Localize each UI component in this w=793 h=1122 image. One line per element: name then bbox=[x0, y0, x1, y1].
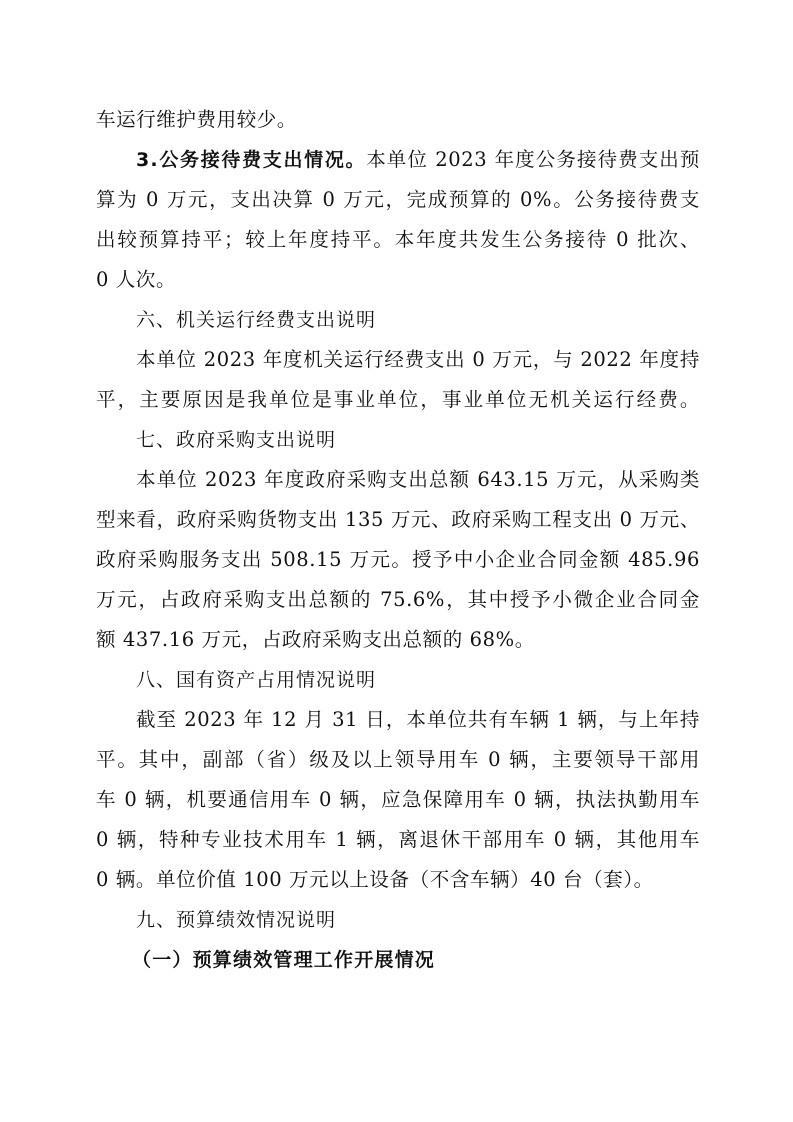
paragraph-line: 政府采购服务支出 508.15 万元。授予中小企业合同金额 485.96 bbox=[96, 548, 700, 571]
section-heading: 八、国有资产占用情况说明 bbox=[136, 669, 377, 691]
paragraph-line: 0 辆，特种专业技术用车 1 辆，离退休干部用车 0 辆，其他用车 bbox=[96, 828, 700, 851]
paragraph-line: 额 437.16 万元，占政府采购支出总额的 68%。 bbox=[96, 628, 535, 651]
paragraph-line: 0 人次。 bbox=[96, 268, 177, 291]
paragraph-line: 型来看，政府采购货物支出 135 万元、政府采购工程支出 0 万元、 bbox=[96, 508, 700, 531]
paragraph-line: 车运行维护费用较少。 bbox=[96, 108, 298, 131]
paragraph-line: 0 辆。单位价值 100 万元以上设备（不含车辆）40 台（套）。 bbox=[96, 868, 654, 891]
paragraph-line: 本单位 2023 年度政府采购支出总额 643.15 万元，从采购类 bbox=[136, 468, 700, 491]
paragraph-line: 算为 0 万元，支出决算 0 万元，完成预算的 0%。公务接待费支 bbox=[96, 188, 700, 211]
paragraph-line: 本单位 2023 年度机关运行经费支出 0 万元，与 2022 年度持 bbox=[136, 348, 700, 371]
paragraph-line: 万元，占政府采购支出总额的 75.6%，其中授予小微企业合同金 bbox=[96, 588, 700, 611]
section-heading: 七、政府采购支出说明 bbox=[136, 429, 337, 451]
paragraph-line: 出较预算持平；较上年度持平。本年度共发生公务接待 0 批次、 bbox=[96, 228, 700, 251]
paragraph-line bbox=[136, 140, 700, 180]
section-heading: 九、预算绩效情况说明 bbox=[136, 909, 337, 931]
paragraph-line: 平。其中，副部（省）级及以上领导用车 0 辆，主要领导干部用 bbox=[96, 748, 700, 771]
paragraph-line: 平，主要原因是我单位是事业单位，事业单位无机关运行经费。 bbox=[96, 388, 700, 411]
paragraph-text: 本单位 2023 年度公务接待费支出预 bbox=[366, 148, 700, 171]
inline-subheading: 3.公务接待费支出情况。 bbox=[136, 149, 367, 171]
subsection-heading: （一）预算绩效管理工作开展情况 bbox=[132, 949, 436, 971]
paragraph-line: 截至 2023 年 12 月 31 日，本单位共有车辆 1 辆，与上年持 bbox=[136, 708, 700, 731]
paragraph-line: 车 0 辆，机要通信用车 0 辆，应急保障用车 0 辆，执法执勤用车 bbox=[96, 788, 700, 811]
section-heading: 六、机关运行经费支出说明 bbox=[136, 309, 377, 331]
